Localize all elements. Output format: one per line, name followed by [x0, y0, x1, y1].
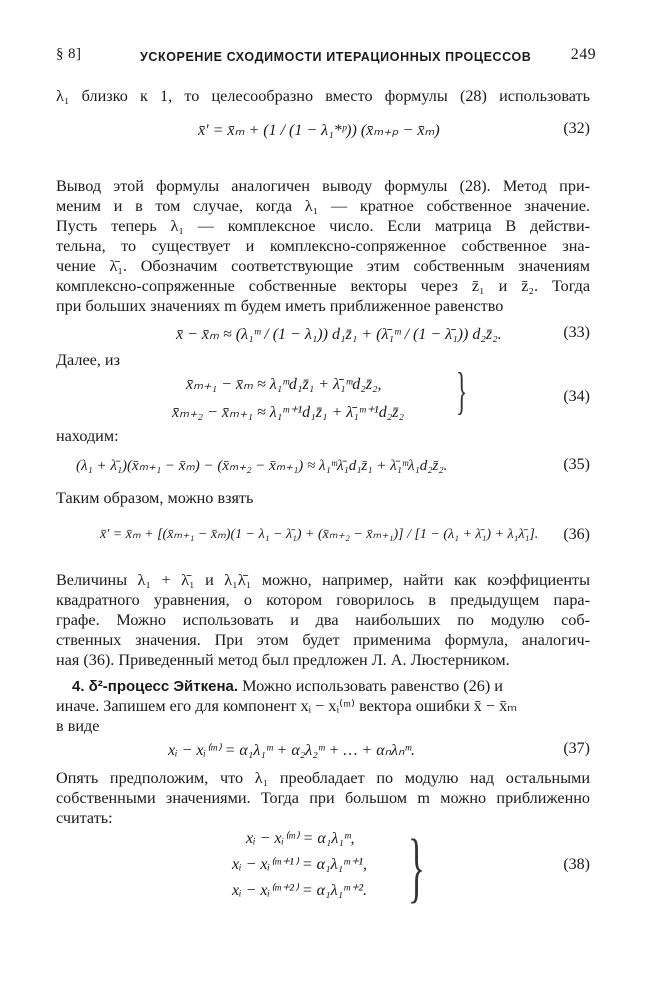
text-line: ственных значения. При этом будет применима формула, аналогич-: [56, 631, 590, 649]
text-line: при больших значениях m будем иметь приближенное равенство: [56, 297, 504, 315]
equation-number: (37): [563, 740, 590, 757]
equation-38-line-1: xᵢ − xᵢ⁽ᵐ⁾ = α₁λ₁ᵐ,: [246, 830, 355, 847]
text-line: иначе. Запишем его для компонент xᵢ − xᵢ⁽ᵐ⁾ вектора ошибки x̄ − x̄ₘ: [56, 697, 518, 715]
text-line: Таким образом, можно взять: [56, 489, 254, 507]
text-line: Величины λ₁ + λ̄₁ и λ₁λ̄₁ можно, например, найти как коэффициенты: [56, 571, 590, 589]
text-line: ная (36). Приведенный метод был предложен Л. А. Люстерником.: [56, 651, 510, 669]
equation-34-line-2: x̄ₘ₊₂ − x̄ₘ₊₁ ≈ λ₁ᵐ⁺¹d₁z̄₁ + λ̄₁ᵐ⁺¹d₂z̄₂: [172, 404, 405, 421]
subsection-heading: 4. δ²-процесс Эйткена.: [72, 678, 239, 695]
text-line: чение λ̄₁. Обозначим соответствующие этим собственным значениям: [56, 257, 590, 275]
equation-number: (36): [563, 526, 590, 543]
text-line: Далее, из: [56, 351, 120, 369]
equation-35: (λ₁ + λ̄₁)(x̄ₘ₊₁ − x̄ₘ) − (x̄ₘ₊₂ − x̄ₘ₊₁) ≈ λ₁ᵐλ̄₁d₁z̄₁ + λ̄₁ᵐλ₁d₂z̄₂.: [76, 458, 448, 474]
text-line: графе. Можно использовать и два наибольших по модулю соб-: [56, 611, 590, 629]
text-line: меним и в том случае, когда λ₁ — кратное собственное значение.: [56, 197, 590, 215]
equation-number: (32): [563, 120, 590, 137]
text-run: Можно использовать равенство (26) и: [238, 677, 503, 695]
equation-number: (38): [563, 856, 590, 873]
right-brace: }: [456, 363, 468, 420]
equation-32: x̄′ = x̄ₘ + (1 / (1 − λ₁*ᵖ)) (x̄ₘ₊ₚ − x̄ₘ): [198, 122, 440, 139]
equation-36: x̄′ = x̄ₘ + [(x̄ₘ₊₁ − x̄ₘ)(1 − λ₁ − λ̄₁) + (x̄ₘ₊₂ − x̄ₘ₊₁)] / [1 − (λ₁ + λ̄₁) + λ₁λ̄₁].: [100, 527, 539, 542]
text-line: считать:: [56, 809, 113, 827]
equation-number: (34): [563, 388, 590, 405]
text-line: Опять предположим, что λ₁ преобладает по модулю над остальными: [56, 769, 590, 787]
text-line: Пусть теперь λ₁ — комплексное число. Если матрица B действи-: [56, 217, 590, 235]
equation-38-line-2: xᵢ − xᵢ⁽ᵐ⁺¹⁾ = α₁λ₁ᵐ⁺¹,: [232, 856, 367, 873]
equation-34-line-1: x̄ₘ₊₁ − x̄ₘ ≈ λ₁ᵐd₁z̄₁ + λ̄₁ᵐd₂z̄₂,: [186, 376, 382, 393]
equation-number: (33): [563, 324, 590, 341]
section-marker: § 8]: [56, 46, 82, 62]
subsection-heading-line: [56, 676, 590, 697]
right-brace: }: [408, 823, 425, 910]
text-line: Вывод этой формулы аналогичен выводу формулы (28). Метод при-: [56, 177, 590, 195]
text-line: комплексно-сопряженные собственные векторы через z̄₁ и z̄₂. Тогда: [56, 277, 590, 295]
equation-33: x̄ − x̄ₘ ≈ (λ₁ᵐ / (1 − λ₁)) d₁z̄₁ + (λ̄₁ᵐ / (1 − λ̄₁)) d₂z̄₂.: [176, 326, 502, 343]
equation-38-line-3: xᵢ − xᵢ⁽ᵐ⁺²⁾ = α₁λ₁ᵐ⁺².: [232, 882, 367, 899]
page-number: 249: [570, 46, 596, 63]
text-line: находим:: [56, 427, 119, 445]
text-line: в виде: [56, 717, 100, 735]
text-line: собственными значениями. Тогда при большом m можно приближенно: [56, 789, 590, 807]
running-title: УСКОРЕНИЕ СХОДИМОСТИ ИТЕРАЦИОННЫХ ПРОЦЕССОВ: [140, 50, 532, 64]
equation-37: xᵢ − xᵢ⁽ᵐ⁾ = α₁λ₁ᵐ + α₂λ₂ᵐ + … + αₙλₙᵐ.: [168, 742, 416, 759]
text-line: λ₁ близко к 1, то целесообразно вместо формулы (28) использовать: [56, 87, 590, 105]
text-line: тельна, то существует и комплексно-сопряженное собственное зна-: [56, 237, 590, 255]
text-line: квадратного уравнения, о котором говорилось в предыдущем пара-: [56, 591, 590, 609]
equation-number: (35): [563, 456, 590, 473]
